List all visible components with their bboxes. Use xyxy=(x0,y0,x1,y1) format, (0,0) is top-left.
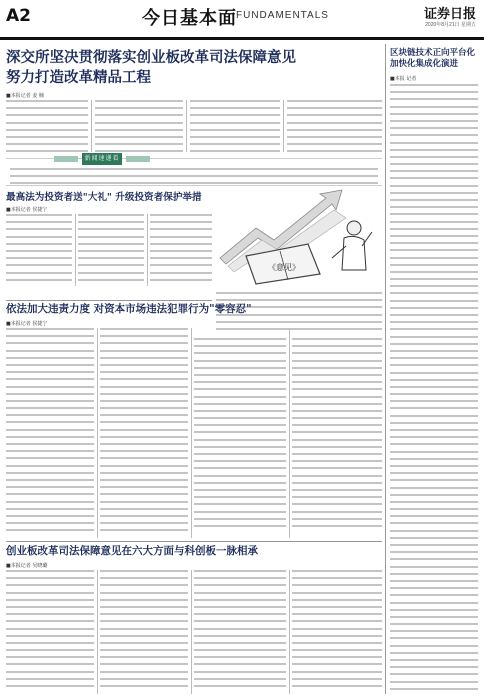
column-rule xyxy=(147,214,148,286)
article-two-column-2 xyxy=(78,214,144,286)
lead-column-2 xyxy=(95,100,183,152)
column-rule xyxy=(186,100,187,152)
article-four-headline: 创业板改革司法保障意见在六大方面与科创板一脉相承 xyxy=(6,545,258,557)
sidebar-divider xyxy=(385,44,386,694)
lead-headline-line1: 深交所坚决贯彻落实创业板改革司法保障意见 xyxy=(6,50,296,66)
section-title-en: FUNDAMENTALS xyxy=(236,10,329,21)
lead-column-1 xyxy=(6,100,88,152)
section-title: 今日基本面 xyxy=(142,8,237,29)
page-number: A2 xyxy=(6,6,31,26)
article-three-column-4 xyxy=(292,338,382,538)
article-three-column-2 xyxy=(100,328,188,538)
article-four-column-4 xyxy=(292,570,382,694)
article-two-headline: 最高法为投资者送"大礼" 升级投资者保护举措 xyxy=(6,192,202,203)
article-four-byline: ■本报记者 吴晓璐 xyxy=(6,563,48,569)
column-rule xyxy=(97,570,98,694)
lead-column-4 xyxy=(287,100,382,152)
column-rule xyxy=(75,214,76,286)
sidebar-body xyxy=(390,84,478,694)
section-divider xyxy=(6,541,382,542)
commentary-text xyxy=(10,168,378,186)
column-rule xyxy=(97,328,98,538)
lead-byline: ■本报记者 姜 楠 xyxy=(6,93,44,99)
article-three-column-3 xyxy=(194,338,286,538)
article-two-column-1 xyxy=(6,214,72,286)
commentary-box xyxy=(6,158,382,186)
commentary-badge: 新闻速递看 xyxy=(82,153,122,165)
column-rule xyxy=(91,100,92,152)
column-rule xyxy=(191,328,192,538)
column-rule xyxy=(289,570,290,694)
sidebar-byline: ■本报 记者 xyxy=(390,76,417,82)
article-three-column-1 xyxy=(6,328,94,538)
column-rule xyxy=(191,570,192,694)
column-rule xyxy=(283,100,284,152)
column-rule xyxy=(289,328,290,538)
sidebar-headline: 区块链技术正向平台化 加快化集成化演进 xyxy=(390,48,476,69)
lead-headline-line2: 努力打造改革精品工程 xyxy=(6,70,151,86)
article-two-byline: ■本报记者 侯捷宁 xyxy=(6,207,48,213)
publication-info: 2020年8月21日 星期五 xyxy=(425,22,476,28)
section-divider xyxy=(6,300,212,301)
masthead-rule xyxy=(0,37,484,40)
article-three-byline: ■本报记者 侯捷宁 xyxy=(6,321,48,327)
lead-column-3 xyxy=(190,100,280,152)
illustration xyxy=(216,188,382,288)
article-two-column-3 xyxy=(150,214,212,286)
article-four-column-1 xyxy=(6,570,94,694)
newspaper-brand: 证券日报 xyxy=(423,7,476,22)
book-label: 《意见》 xyxy=(268,263,300,272)
article-four-column-3 xyxy=(194,570,286,694)
article-four-column-2 xyxy=(100,570,188,694)
article-three-headline: 依法加大违责力度 对资本市场违法犯罪行为"零容忍" xyxy=(6,303,252,315)
masthead xyxy=(0,0,484,38)
